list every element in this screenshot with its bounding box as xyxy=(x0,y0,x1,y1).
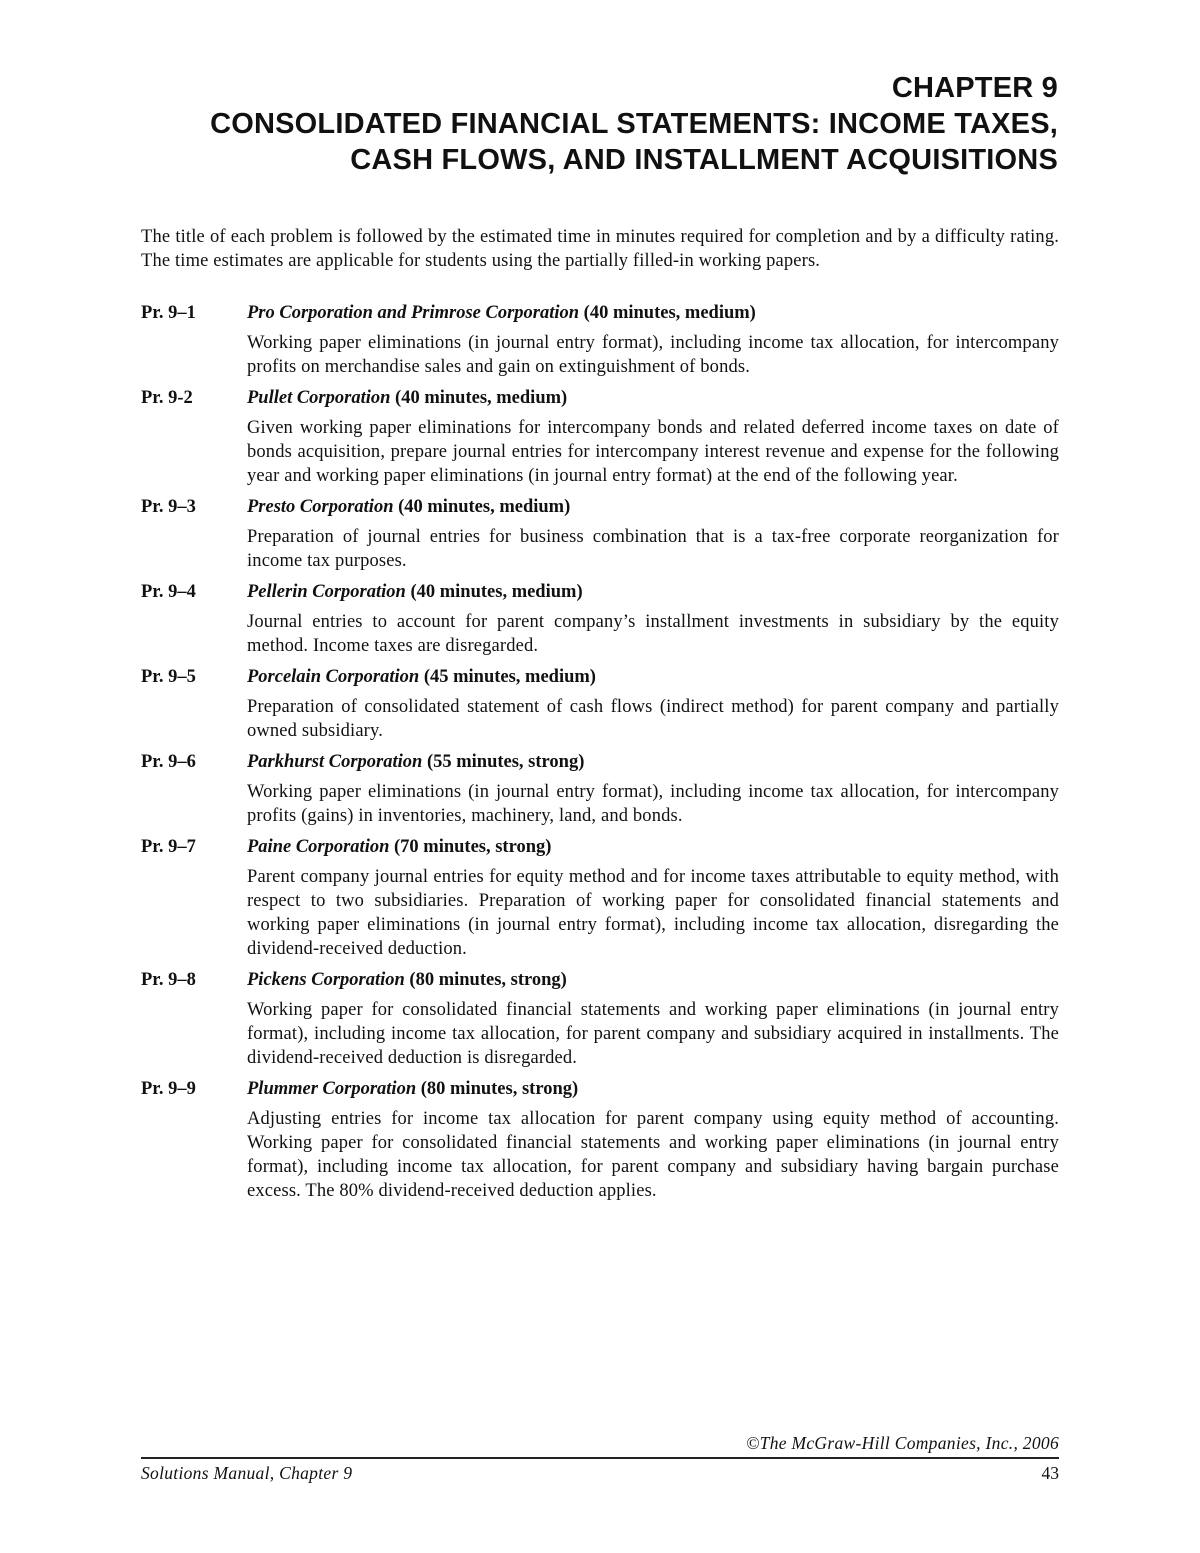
problem-name: Paine Corporation xyxy=(247,837,390,857)
problem-title xyxy=(247,834,551,860)
problem-number: Pr. 9–5 xyxy=(141,667,196,687)
problem-item xyxy=(141,494,1059,573)
problem-time: (80 minutes, strong) xyxy=(420,1079,579,1099)
problem-title xyxy=(247,664,596,690)
footer-divider xyxy=(141,1457,1059,1459)
problem-item xyxy=(141,300,1059,379)
problem-description: Working paper for consolidated financial statements and working paper eliminations (in journal entry format), including income tax allocation, for parent company and subsidiary acquired in installments. The dividend-received deduction is disregarded. xyxy=(247,1000,1059,1068)
problem-time: (40 minutes, medium) xyxy=(410,582,583,602)
problem-item xyxy=(141,749,1059,828)
problem-item xyxy=(141,579,1059,658)
problem-time: (40 minutes, medium) xyxy=(398,497,571,517)
problem-item xyxy=(141,664,1059,743)
chapter-number: CHAPTER 9 xyxy=(891,72,1058,104)
problem-item xyxy=(141,967,1059,1070)
problem-heading xyxy=(141,579,1059,605)
problem-name: Porcelain Corporation xyxy=(247,667,420,687)
problem-title xyxy=(247,300,756,326)
footer-source: Solutions Manual, Chapter 9 xyxy=(141,1463,353,1483)
problem-number: Pr. 9–9 xyxy=(141,1079,196,1099)
chapter-title-line-2: CASH FLOWS, AND INSTALLMENT ACQUISITIONS xyxy=(350,144,1058,176)
problem-name: Pickens Corporation xyxy=(247,970,405,990)
problem-item xyxy=(141,834,1059,961)
problem-heading xyxy=(141,664,1059,690)
problem-title xyxy=(247,967,567,993)
problem-item xyxy=(141,385,1059,488)
problem-title xyxy=(247,385,567,411)
problem-name: Parkhurst Corporation xyxy=(247,752,423,772)
problem-description: Preparation of consolidated statement of cash flows (indirect method) for parent company and partially owned subsidiary. xyxy=(247,697,1059,741)
problem-number: Pr. 9–7 xyxy=(141,837,196,857)
problem-time: (55 minutes, strong) xyxy=(426,752,585,772)
problem-description: Adjusting entries for income tax allocation for parent company using equity method of accounting. Working paper for consolidated financial statements and working paper eliminations (in journal entry format), including income tax allocation, for parent company and subsidiary having bargain purchase excess. The 80% dividend-received deduction applies. xyxy=(247,1109,1059,1201)
problem-heading xyxy=(141,385,1059,411)
problem-time: (40 minutes, medium) xyxy=(583,303,756,323)
problem-name: Presto Corporation xyxy=(247,497,394,517)
problem-description: Given working paper eliminations for intercompany bonds and related deferred income taxes on date of bonds acquisition, prepare journal entries for intercompany interest revenue and expense for the following year and working paper eliminations (in journal entry format) at the end of the following year. xyxy=(247,418,1059,486)
chapter-heading xyxy=(120,70,1058,178)
problem-description: Preparation of journal entries for business combination that is a tax-free corporate reorganization for income tax purposes. xyxy=(247,527,1059,571)
problem-item xyxy=(141,1076,1059,1203)
problem-heading xyxy=(141,834,1059,860)
problem-number: Pr. 9-2 xyxy=(141,388,193,408)
problem-name: Pullet Corporation xyxy=(247,388,391,408)
problem-heading xyxy=(141,1076,1059,1102)
problem-number: Pr. 9–3 xyxy=(141,497,196,517)
problem-number: Pr. 9–8 xyxy=(141,970,196,990)
problem-time: (80 minutes, strong) xyxy=(409,970,567,990)
problem-number: Pr. 9–1 xyxy=(141,303,196,323)
problem-title xyxy=(247,494,570,520)
problem-heading xyxy=(141,300,1059,326)
problem-description: Working paper eliminations (in journal entry format), including income tax allocation, for intercompany profits (gains) in inventories, machinery, land, and bonds. xyxy=(247,782,1059,826)
intro-paragraph: The title of each problem is followed by the estimated time in minutes required for completion and by a difficulty rating. The time estimates are applicable for students using the partially filled-in working papers. xyxy=(141,227,1059,271)
problem-list xyxy=(141,300,1059,1209)
problem-time: (70 minutes, strong) xyxy=(394,837,552,857)
problem-description: Working paper eliminations (in journal entry format), including income tax allocation, for intercompany profits on merchandise sales and gain on extinguishment of bonds. xyxy=(247,333,1059,377)
problem-heading xyxy=(141,967,1059,993)
chapter-title-line-1: CONSOLIDATED FINANCIAL STATEMENTS: INCOME TAXES, xyxy=(210,108,1058,140)
problem-heading xyxy=(141,749,1059,775)
footer-copyright: ©The McGraw-Hill Companies, Inc., 2006 xyxy=(746,1433,1059,1453)
problem-title xyxy=(247,1076,578,1102)
page-number: 43 xyxy=(1041,1463,1059,1483)
problem-description: Journal entries to account for parent company’s installment investments in subsidiary by the equity method. Income taxes are disregarded. xyxy=(247,612,1059,656)
problem-name: Plummer Corporation xyxy=(247,1079,417,1099)
problem-number: Pr. 9–6 xyxy=(141,752,196,772)
problem-time: (45 minutes, medium) xyxy=(423,667,596,687)
problem-heading xyxy=(141,494,1059,520)
problem-time: (40 minutes, medium) xyxy=(395,388,568,408)
problem-number: Pr. 9–4 xyxy=(141,582,196,602)
problem-title xyxy=(247,579,583,605)
problem-description: Parent company journal entries for equity method and for income taxes attributable to equity method, with respect to two subsidiaries. Preparation of working paper for consolidated financial statements and working paper eliminations (in journal entry format), including income tax allocation, disregarding the dividend-received deduction. xyxy=(247,867,1059,959)
problem-name: Pro Corporation and Primrose Corporation xyxy=(247,303,580,323)
problem-title xyxy=(247,749,584,775)
problem-name: Pellerin Corporation xyxy=(247,582,406,602)
